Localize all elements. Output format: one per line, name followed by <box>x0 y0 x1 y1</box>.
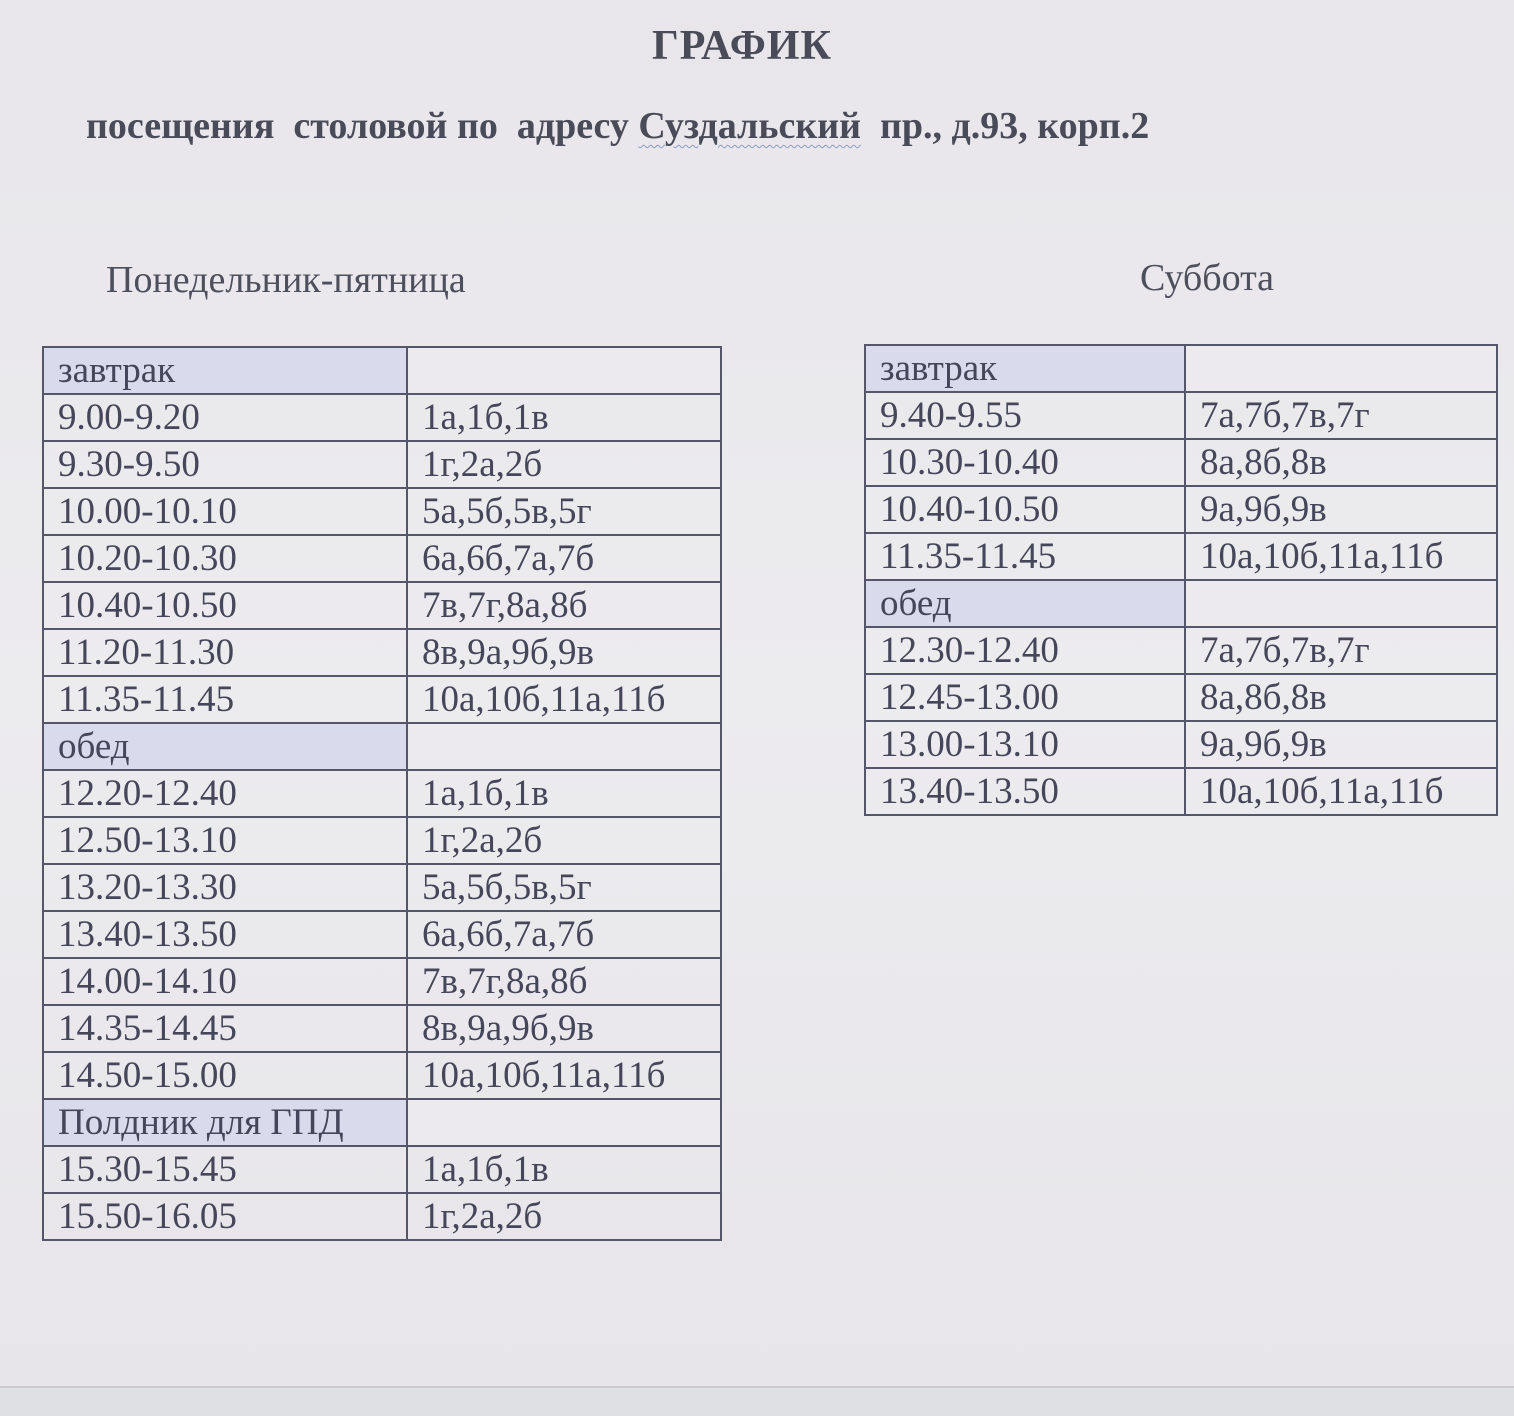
class-list-cell: 10а,10б,11а,11б <box>407 1052 721 1099</box>
saturday-table-row <box>865 392 1497 439</box>
class-list-cell: 10а,10б,11а,11б <box>1185 533 1497 580</box>
weekday-schedule-body <box>43 347 721 1240</box>
class-list-cell: 7в,7г,8а,8б <box>407 958 721 1005</box>
saturday-table-row <box>865 486 1497 533</box>
time-slot-cell: 10.40-10.50 <box>43 582 407 629</box>
class-list-cell: 7а,7б,7в,7г <box>1185 392 1497 439</box>
weekday-heading: Понедельник-пятница <box>106 259 466 301</box>
time-slot-cell: 10.20-10.30 <box>43 535 407 582</box>
time-slot-cell: 13.00-13.10 <box>865 721 1185 768</box>
time-slot-cell: 13.20-13.30 <box>43 864 407 911</box>
time-slot-cell: 14.00-14.10 <box>43 958 407 1005</box>
time-slot-cell: 9.00-9.20 <box>43 394 407 441</box>
class-list-cell: 8а,8б,8в <box>1185 439 1497 486</box>
meal-classes-cell <box>407 723 721 770</box>
class-list-cell: 9а,9б,9в <box>1185 486 1497 533</box>
time-slot-cell: 14.35-14.45 <box>43 1005 407 1052</box>
saturday-table-row <box>865 768 1497 815</box>
weekday-table-row <box>43 1193 721 1240</box>
meal-classes-cell <box>1185 580 1497 627</box>
meal-label: обед <box>43 723 407 770</box>
weekday-table-row <box>43 629 721 676</box>
weekday-table-row <box>43 770 721 817</box>
time-slot-cell: 14.50-15.00 <box>43 1052 407 1099</box>
meal-label: Полдник для ГПД <box>43 1099 407 1146</box>
weekday-table-row <box>43 958 721 1005</box>
document-subtitle <box>86 104 1149 148</box>
meal-classes-cell <box>407 347 721 394</box>
class-list-cell: 9а,9б,9в <box>1185 721 1497 768</box>
saturday-section-row <box>865 345 1497 392</box>
weekday-section-row <box>43 723 721 770</box>
saturday-schedule-table <box>864 344 1498 816</box>
time-slot-cell: 12.45-13.00 <box>865 674 1185 721</box>
time-slot-cell: 11.35-11.45 <box>865 533 1185 580</box>
time-slot-cell: 9.30-9.50 <box>43 441 407 488</box>
meal-label: обед <box>865 580 1185 627</box>
meal-label: завтрак <box>43 347 407 394</box>
weekday-section-row <box>43 347 721 394</box>
time-slot-cell: 13.40-13.50 <box>865 768 1185 815</box>
class-list-cell: 1г,2а,2б <box>407 1193 721 1240</box>
time-slot-cell: 10.40-10.50 <box>865 486 1185 533</box>
time-slot-cell: 12.30-12.40 <box>865 627 1185 674</box>
class-list-cell: 10а,10б,11а,11б <box>1185 768 1497 815</box>
saturday-table-row <box>865 674 1497 721</box>
time-slot-cell: 15.50-16.05 <box>43 1193 407 1240</box>
subtitle-prefix: посещения столовой по адресу <box>86 105 639 147</box>
weekday-table-row <box>43 864 721 911</box>
time-slot-cell: 12.50-13.10 <box>43 817 407 864</box>
page-bottom-edge <box>0 1386 1514 1416</box>
weekday-table-row <box>43 441 721 488</box>
time-slot-cell: 10.00-10.10 <box>43 488 407 535</box>
document-title: ГРАФИК <box>652 23 832 69</box>
saturday-table-row <box>865 627 1497 674</box>
class-list-cell: 7в,7г,8а,8б <box>407 582 721 629</box>
class-list-cell: 5а,5б,5в,5г <box>407 864 721 911</box>
weekday-table-row <box>43 817 721 864</box>
saturday-section-row <box>865 580 1497 627</box>
weekday-table-row <box>43 911 721 958</box>
class-list-cell: 8в,9а,9б,9в <box>407 1005 721 1052</box>
weekday-table-row <box>43 394 721 441</box>
weekday-table-row <box>43 582 721 629</box>
class-list-cell: 6а,6б,7а,7б <box>407 911 721 958</box>
saturday-table-row <box>865 439 1497 486</box>
weekday-table-row <box>43 1005 721 1052</box>
weekday-table-row <box>43 488 721 535</box>
weekday-table-row <box>43 535 721 582</box>
time-slot-cell: 9.40-9.55 <box>865 392 1185 439</box>
subtitle-street: Суздальский <box>638 105 862 147</box>
weekday-table-row <box>43 676 721 723</box>
class-list-cell: 10а,10б,11а,11б <box>407 676 721 723</box>
class-list-cell: 1а,1б,1в <box>407 1146 721 1193</box>
class-list-cell: 1а,1б,1в <box>407 770 721 817</box>
weekday-schedule-table <box>42 346 722 1241</box>
class-list-cell: 1г,2а,2б <box>407 441 721 488</box>
saturday-schedule-body <box>865 345 1497 815</box>
weekday-section-row <box>43 1099 721 1146</box>
class-list-cell: 1г,2а,2б <box>407 817 721 864</box>
class-list-cell: 7а,7б,7в,7г <box>1185 627 1497 674</box>
saturday-table-row <box>865 533 1497 580</box>
weekday-table-row <box>43 1052 721 1099</box>
time-slot-cell: 13.40-13.50 <box>43 911 407 958</box>
class-list-cell: 6а,6б,7а,7б <box>407 535 721 582</box>
saturday-heading: Суббота <box>1140 257 1275 299</box>
class-list-cell: 8а,8б,8в <box>1185 674 1497 721</box>
time-slot-cell: 10.30-10.40 <box>865 439 1185 486</box>
time-slot-cell: 11.20-11.30 <box>43 629 407 676</box>
class-list-cell: 8в,9а,9б,9в <box>407 629 721 676</box>
saturday-table-row <box>865 721 1497 768</box>
meal-classes-cell <box>407 1099 721 1146</box>
time-slot-cell: 11.35-11.45 <box>43 676 407 723</box>
meal-classes-cell <box>1185 345 1497 392</box>
class-list-cell: 5а,5б,5в,5г <box>407 488 721 535</box>
subtitle-suffix: пр., д.93, корп.2 <box>861 105 1150 147</box>
class-list-cell: 1а,1б,1в <box>407 394 721 441</box>
meal-label: завтрак <box>865 345 1185 392</box>
weekday-table-row <box>43 1146 721 1193</box>
time-slot-cell: 12.20-12.40 <box>43 770 407 817</box>
time-slot-cell: 15.30-15.45 <box>43 1146 407 1193</box>
